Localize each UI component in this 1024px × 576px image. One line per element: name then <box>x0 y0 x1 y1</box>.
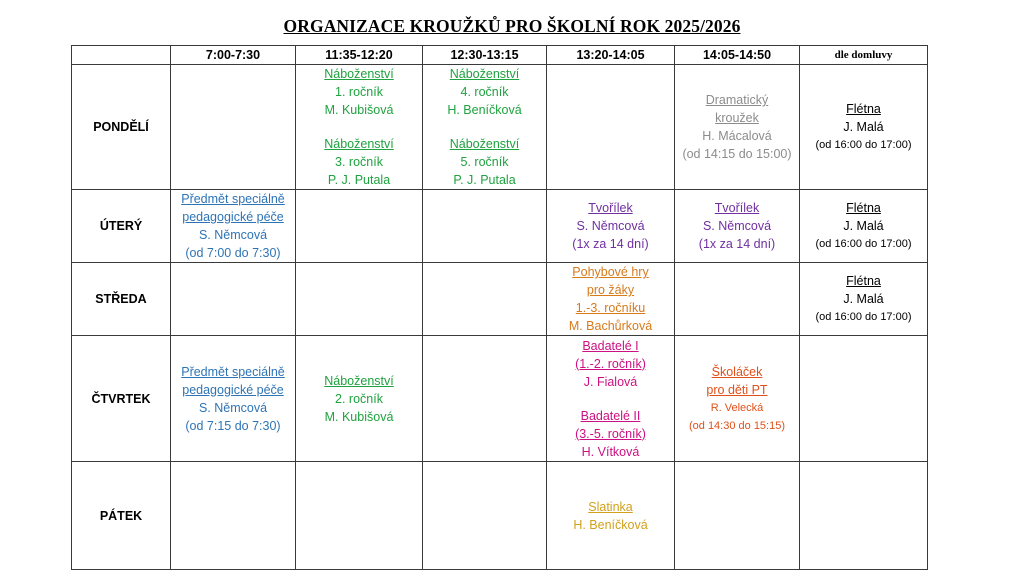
day-label: ÚTERÝ <box>72 190 171 263</box>
empty-cell <box>800 336 928 462</box>
table-row <box>72 336 928 462</box>
empty-cell <box>296 190 423 263</box>
activity-note: (od 16:00 do 17:00) <box>815 139 912 151</box>
activity-teacher: H. Beníčková <box>447 103 522 117</box>
activity-grade: (1.-2. ročník) <box>575 356 646 371</box>
activity-grade: 1.-3. ročníku <box>575 301 646 315</box>
activity-cell <box>296 336 423 462</box>
activity-teacher: J. Malá <box>843 120 884 134</box>
table-row <box>72 65 928 190</box>
empty-cell <box>800 462 928 570</box>
empty-cell <box>171 462 296 570</box>
day-label: PÁTEK <box>72 462 171 570</box>
activity-cell <box>800 263 928 336</box>
empty-cell <box>423 336 547 462</box>
activity-name[interactable]: Náboženství <box>324 67 394 81</box>
activity-note: (od 16:00 do 17:00) <box>815 311 912 323</box>
empty-cell <box>423 263 547 336</box>
activity-note: (od 14:15 do 15:00) <box>682 147 792 161</box>
activity-name[interactable]: Školáček <box>711 364 763 379</box>
column-header: 13:20-14:05 <box>547 46 675 65</box>
activity-name[interactable]: Dramatický <box>705 93 769 107</box>
day-label: STŘEDA <box>72 263 171 336</box>
activity-cell <box>171 336 296 462</box>
activity-cell <box>423 65 547 190</box>
activity-teacher: M. Bachůrková <box>568 319 653 333</box>
activity-teacher: J. Fialová <box>583 374 638 389</box>
activity-name[interactable]: Badatelé II <box>580 408 641 423</box>
activity-name[interactable]: pro děti PT <box>706 382 768 397</box>
activity-cell <box>547 263 675 336</box>
table-row <box>72 462 928 570</box>
activity-name[interactable]: Náboženství <box>449 137 520 151</box>
activity-cell <box>675 190 800 263</box>
activity-note: (1x za 14 dní) <box>698 237 776 251</box>
activity-teacher: S. Němcová <box>702 219 772 233</box>
activity-cell <box>547 336 675 462</box>
empty-cell <box>171 65 296 190</box>
schedule-table <box>71 45 928 570</box>
activity-cell <box>296 65 423 190</box>
activity-teacher: M. Kubišová <box>324 409 394 424</box>
activity-name[interactable]: pedagogické péče <box>182 382 284 397</box>
empty-cell <box>171 263 296 336</box>
activity-note: (od 16:00 do 17:00) <box>815 238 912 250</box>
activity-name[interactable]: pro žáky <box>586 283 635 297</box>
column-header: 12:30-13:15 <box>423 46 547 65</box>
empty-cell <box>296 263 423 336</box>
empty-cell <box>547 65 675 190</box>
activity-cell <box>171 190 296 263</box>
activity-cell <box>547 462 675 570</box>
activity-name[interactable]: Badatelé I <box>582 338 639 353</box>
activity-name[interactable]: Flétna <box>846 201 881 215</box>
empty-cell <box>296 462 423 570</box>
activity-name[interactable]: Předmět speciálně <box>181 364 285 379</box>
activity-note: (1x za 14 dní) <box>572 237 649 251</box>
activity-grade: 5. ročník <box>460 155 509 169</box>
empty-cell <box>675 263 800 336</box>
activity-name[interactable]: Náboženství <box>324 137 394 151</box>
activity-name[interactable]: Tvořílek <box>588 201 633 215</box>
activity-grade: (3.-5. ročník) <box>575 426 646 441</box>
activity-cell <box>547 190 675 263</box>
activity-teacher: H. Mácalová <box>702 129 772 143</box>
activity-teacher: S. Němcová <box>576 219 645 233</box>
activity-note: (od 7:15 do 7:30) <box>185 418 281 433</box>
activity-cell <box>675 336 800 462</box>
activity-name[interactable]: pedagogické péče <box>182 210 284 224</box>
activity-teacher: S. Němcová <box>198 228 268 242</box>
column-header: 11:35-12:20 <box>296 46 423 65</box>
activity-name[interactable]: Slatinka <box>588 499 633 514</box>
page-title: ORGANIZACE KROUŽKŮ PRO ŠKOLNÍ ROK 2025/2026 <box>283 16 741 36</box>
activity-teacher: R. Velecká <box>710 401 764 414</box>
activity-note: (od 14:30 do 15:15) <box>688 419 786 432</box>
empty-cell <box>423 190 547 263</box>
activity-name[interactable]: Předmět speciálně <box>181 192 285 206</box>
activity-name[interactable]: Flétna <box>846 274 881 288</box>
table-row <box>72 263 928 336</box>
activity-name[interactable]: Tvořílek <box>714 201 760 215</box>
column-header: 14:05-14:50 <box>675 46 800 65</box>
day-label: PONDĚLÍ <box>72 65 171 190</box>
empty-cell <box>423 462 547 570</box>
activity-teacher: J. Malá <box>843 219 884 233</box>
activity-grade: 2. ročník <box>335 391 383 406</box>
activity-teacher: H. Beníčková <box>573 517 648 532</box>
activity-name[interactable]: Pohybové hry <box>572 265 649 279</box>
activity-grade: 4. ročník <box>460 85 509 99</box>
activity-grade: 3. ročník <box>335 155 383 169</box>
activity-cell <box>800 190 928 263</box>
day-label: ČTVRTEK <box>72 336 171 462</box>
activity-teacher: P. J. Putala <box>453 173 516 187</box>
corner-cell <box>72 46 171 65</box>
activity-teacher: S. Němcová <box>198 400 268 415</box>
activity-cell <box>675 65 800 190</box>
table-row <box>72 190 928 263</box>
activity-name[interactable]: Náboženství <box>449 67 520 81</box>
activity-cell <box>800 65 928 190</box>
activity-name[interactable]: kroužek <box>715 111 759 125</box>
empty-cell <box>675 462 800 570</box>
activity-teacher: M. Kubišová <box>324 103 394 117</box>
column-header: dle domluvy <box>800 46 928 65</box>
activity-note: (od 7:00 do 7:30) <box>185 246 281 260</box>
activity-teacher: H. Vítková <box>581 444 640 459</box>
activity-grade: 1. ročník <box>335 85 383 99</box>
activity-teacher: P. J. Putala <box>327 173 391 187</box>
column-header: 7:00-7:30 <box>171 46 296 65</box>
activity-name[interactable]: Náboženství <box>324 373 394 388</box>
activity-teacher: J. Malá <box>843 292 884 306</box>
header-row <box>72 46 928 65</box>
activity-name[interactable]: Flétna <box>846 102 881 116</box>
